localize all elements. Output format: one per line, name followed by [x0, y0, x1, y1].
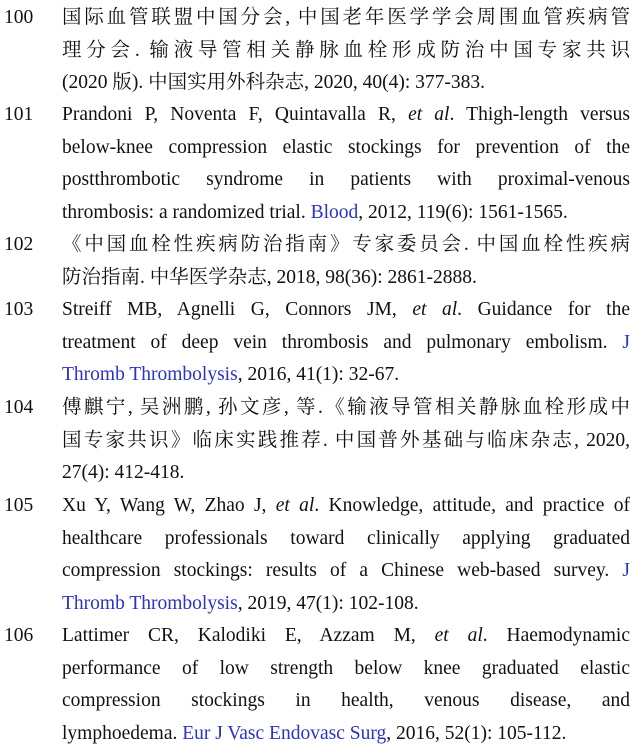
authors: Lattimer CR, Kalodiki E, Azzam M,: [62, 625, 435, 646]
reference-line: compression stockings in health, venous disease, and: [62, 690, 630, 712]
title-start: . Haemodynamic: [482, 625, 630, 646]
reference-text: [62, 2, 630, 100]
reference-line: healthcare professionals toward clinically applying graduated: [62, 527, 630, 549]
reference-line: [62, 327, 630, 360]
title-end: treatment of deep vein thrombosis and pulmonary embolism.: [62, 331, 623, 353]
reference-line: performance of low strength below knee graduated elastic: [62, 657, 630, 679]
reference-item: [0, 99, 636, 229]
reference-number: 100: [4, 7, 34, 28]
journal-link[interactable]: Eur J Vasc Endovasc Surg: [182, 722, 387, 744]
journal-link[interactable]: J: [622, 560, 630, 582]
reference-line: (2020 版). 中国实用外科杂志, 2020, 40(4): 377-383.: [62, 72, 486, 94]
reference-line: [62, 294, 630, 327]
journal-link[interactable]: Thromb Thrombolysis: [62, 592, 238, 614]
reference-text: [62, 392, 630, 490]
reference-line: postthrombotic syndrome in patients with proximal-venous: [62, 169, 630, 191]
reference-item: [0, 490, 636, 620]
et-al: et al: [434, 625, 483, 646]
et-al: et al: [275, 495, 315, 516]
authors: Streiff MB, Agnelli G, Connors JM,: [62, 299, 413, 320]
reference-line: [62, 99, 630, 132]
reference-number: 106: [4, 625, 34, 646]
journal-link[interactable]: Blood: [310, 201, 359, 223]
reference-line: [62, 490, 630, 523]
reference-number: 103: [4, 299, 34, 320]
reference-item: [0, 620, 636, 750]
reference-line: 国际血管联盟中国分会, 中国老年医学学会周围血管疾病管: [62, 7, 630, 28]
reference-line: 理分会. 输液导管相关静脉血栓形成防治中国专家共识: [62, 39, 630, 61]
title-start: . Guidance for the: [457, 299, 630, 320]
et-al: et al: [412, 299, 458, 320]
authors: Xu Y, Wang W, Zhao J,: [62, 495, 276, 516]
reference-text: [62, 229, 630, 294]
reference-text: [62, 99, 630, 229]
reference-line: [62, 555, 630, 588]
reference-item: [0, 229, 636, 294]
reference-line: below-knee compression elastic stockings for prevention of the: [62, 136, 630, 158]
reference-line: [62, 718, 630, 751]
reference-number: 105: [4, 495, 34, 516]
reference-line: 国专家共识》临床实践推荐. 中国普外基础与临床杂志, 2020,: [62, 429, 630, 451]
reference-text: [62, 490, 630, 620]
title-start: . Thigh-length versus: [449, 104, 630, 125]
reference-line: [62, 620, 630, 653]
citation-details: , 2012, 119(6): 1561-1565.: [358, 201, 568, 223]
authors: Prandoni P, Noventa F, Quintavalla R,: [62, 104, 409, 125]
reference-number: 104: [4, 397, 34, 418]
reference-line: 傅麒宁, 吴洲鹏, 孙文彦, 等.《输液导管相关静脉血栓形成中: [62, 397, 630, 418]
reference-line: [62, 197, 630, 230]
reference-line: 27(4): 412-418.: [62, 462, 185, 484]
reference-number: 102: [4, 234, 34, 255]
reference-item: [0, 294, 636, 392]
citation-details: , 2016, 52(1): 105-112.: [386, 722, 567, 744]
reference-line: [62, 359, 630, 392]
reference-line: 《中国血栓性疾病防治指南》专家委员会. 中国血栓性疾病: [62, 234, 630, 255]
reference-item: [0, 2, 636, 100]
title-end: lymphoedema.: [62, 722, 183, 744]
journal-link[interactable]: J: [622, 331, 630, 353]
citation-details: , 2019, 47(1): 102-108.: [237, 592, 419, 614]
reference-item: [0, 392, 636, 490]
et-al: et al: [408, 104, 450, 125]
reference-line: [62, 588, 630, 621]
title-start: . Knowledge, attitude, and practice of: [314, 495, 630, 516]
reference-text: [62, 294, 630, 392]
reference-number: 101: [4, 104, 34, 125]
reference-line: 防治指南. 中华医学杂志, 2018, 98(36): 2861-2888.: [62, 266, 477, 288]
citation-details: , 2016, 41(1): 32-67.: [237, 364, 400, 386]
title-end: thrombosis: a randomized trial.: [62, 201, 311, 223]
title-end: compression stockings: results of a Chinese web-based survey.: [62, 560, 623, 582]
reference-text: [62, 620, 630, 750]
journal-link[interactable]: Thromb Thrombolysis: [62, 364, 238, 386]
